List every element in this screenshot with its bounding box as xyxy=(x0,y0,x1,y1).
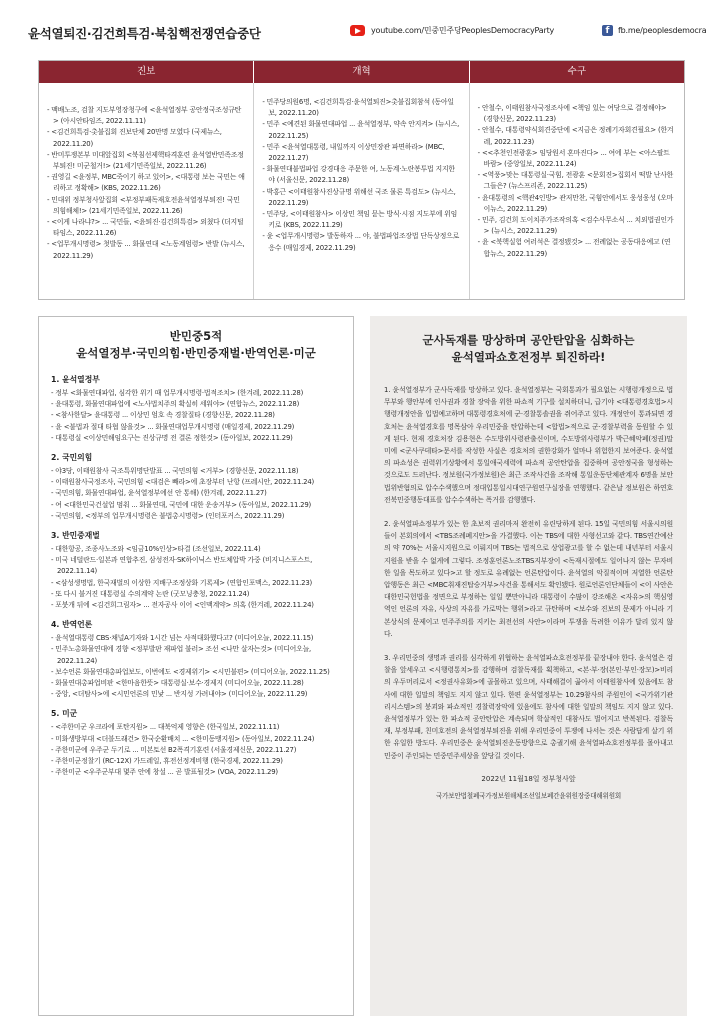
section-heading: 1. 윤석열정부 xyxy=(51,375,100,384)
list-item: - 중앙, <더탐사>에 <시민언론의 민낯 ... 반지성 가려내야> (미디어오늘, 2022.11.29) xyxy=(51,689,343,700)
progressive-column xyxy=(39,83,254,299)
conservative-column xyxy=(470,83,684,299)
statement-box xyxy=(370,316,687,1016)
list-item: - 보수언론 화물연대총파업보도, 이번에도 <경제위기> <시민불편> (미디어오늘, 2022.11.25) xyxy=(51,667,343,678)
facebook-icon: f xyxy=(602,25,613,36)
table-body xyxy=(39,83,684,299)
list-item: - <주한미군 우크라에 포탄지원> ... 대북억제 영향은 (한국일보, 2022.11.11) xyxy=(51,722,343,733)
list-item: - 주한미군 <우주군부대 몇주 안에 창설 ... 곧 발표될것> (VOA, 2022.11.29) xyxy=(51,767,343,778)
statement-title-line1: 군사독재를 망상하며 공안탄압을 심화하는 xyxy=(422,333,635,347)
reform-list xyxy=(262,97,460,254)
list-item: - 윤석열대통령 CBS·채널A기자와 1시간 넘는 사적대화했다고? (미디어오늘, 2022.11.15) xyxy=(51,633,343,644)
list-item: - 이태원참사국정조사, 국민의힘 <대검은 빼라>에 초장부터 난항 (프레시안, 2022.11.24) xyxy=(51,477,343,488)
statement-date: 2022년 11월18일 정부청사앞 xyxy=(481,774,576,783)
page-title: 윤석열퇴진·김건희특검·북침핵전쟁연습중단 xyxy=(28,26,261,41)
list-item: - 주한미군에 우주군 두기로 ... 미본토선 B2폭격기훈련 (서울경제신문, 2022.11.27) xyxy=(51,745,343,756)
facebook-url: fb.me/peoplesdemocra xyxy=(618,26,707,35)
list-item: - 화물연대불법파업 강경대응 주문한 여, 노동계·노란봉투법 지지한 야 (서울신문, 2022.11.28) xyxy=(262,164,460,186)
list-item: - <역풍>맞는 대통령실·국힘, 전광훈 <문회진>집회서 떡발 난사한 그들은? (뉴스프리존, 2022.11.25) xyxy=(478,170,676,192)
list-item: - 국민의힘, 화물연대파업, 윤석열정부에선 안 통해) (한겨레, 2022.11.27) xyxy=(51,488,343,499)
list-item: - 미국 네덜란드·일본과 연합추진, 삼성전자·SK하이닉스 반도체압박 가중 (비지니스포스트, 2022.11.14) xyxy=(51,555,343,577)
section-government xyxy=(51,374,343,444)
list-item: - <업무개시명령> 첫발동 ... 화물연대 <노동계엄령> 반발 (뉴시스, 2022.11.29) xyxy=(47,239,245,261)
list-item: - 민주노총화물연대에 경향 <정부발판 재파업 불러> 조선 <나만 살자는것> (미디어오늘, 2022.11.24) xyxy=(51,644,343,666)
youtube-link[interactable] xyxy=(350,25,554,36)
list-item: - 윤 <북핵실험 여러석은 결정됐것> ... 전례없는 공동대응예고 (연합뉴스, 2022.11.29) xyxy=(478,237,676,259)
header-progressive: 진보 xyxy=(39,61,254,83)
statement-organization: 국가보안법철폐국가정보원해체조선일보폐간윤위원장중대해위원회 xyxy=(435,791,622,800)
anti-people-content xyxy=(39,362,353,778)
list-item: - 민주, 김건희 도이치주가조작의혹 <검수사무소식 ... 치외법권인가> (뉴시스, 2022.11.29) xyxy=(478,215,676,237)
section-heading: 4. 반역언론 xyxy=(51,620,93,630)
list-item: - 민주 <윤석열대통령, 내일까지 이상민장관 파면하라> (MBC, 2022.11.27) xyxy=(262,142,460,164)
table-header xyxy=(39,61,684,83)
header-reform: 개혁 xyxy=(254,61,469,83)
section-ppp xyxy=(51,452,343,522)
list-item: - 야3당, 이태원참사 국조특위명단발표 ... 국민의힘 <거부> (경향신문, 2022.11.18) xyxy=(51,466,343,477)
list-item: - 미화생방부대 <더블드래건> 한국순환배치 ... <한미동맹지원> (동아일보, 2022.11.24) xyxy=(51,734,343,745)
list-item: - 안철수, 대통령약식회견중단에 <지금은 정례기자회견필요> (한겨레, 2022.11.23) xyxy=(478,125,676,147)
anti-people-box xyxy=(38,316,354,1016)
list-item: - 포붓개 뒤에 <김건희그림자> ... 전자공사 이어 <인맥계약> 의혹 (한겨레, 2022.11.24) xyxy=(51,600,343,611)
facebook-link[interactable] xyxy=(602,25,706,36)
list-item: - 주한미군정찰기 (RC-12X) 가드레일, 휴전선정계비행 (한국경제, 2022.11.29) xyxy=(51,756,343,767)
list-item: - 윤 <업무개시명령> 발동하자 ... 야, 불법파업조장법 단독상정으로 응수 (매일경제, 2022.11.29) xyxy=(262,231,460,253)
list-item: - 화물연대총파업비판 <한마음한뜻> 대통령실·보수·경제지 (미디어오늘, 2022.11.28) xyxy=(51,678,343,689)
anti-people-title xyxy=(39,317,353,362)
section-heading: 3. 반민중재벌 xyxy=(51,531,100,541)
news-table xyxy=(38,60,685,300)
section-media xyxy=(51,619,343,700)
list-item: - 안철수, 이태원참사국정조사에 <책임 있는 여당으로 결정해야> (경향신문, 2022.11.23) xyxy=(478,103,676,125)
list-item: - 민주 <예견된 화물연대파업 ... 윤석열정부, 약속 안지켜> (뉴시스, 2022.11.25) xyxy=(262,119,460,141)
conservative-list xyxy=(478,103,676,260)
section-heading: 2. 국민의힘 xyxy=(51,453,93,463)
statement-title-line2: 윤석열파쇼호전정부 퇴진하라! xyxy=(451,350,606,364)
list-item: - <<추천인전광훈> 임당원서 혼마진다> ... 여에 부는 <아스팔트바람> (중앙일보, 2022.11.24) xyxy=(478,148,676,170)
list-item: - 윤 <불법과 절대 타협 않을것> ... 화물연대업무개시명령 (매일경제, 2022.11.29) xyxy=(51,422,343,433)
list-item: - 대통령실 <이상민해임요구는 진상규명 전 결론 정한것> (동아일보, 2022.11.29) xyxy=(51,433,343,444)
anti-people-title-line1: 반민중5적 xyxy=(169,329,223,343)
section-usfk xyxy=(51,708,343,778)
list-item: - <참사한달> 윤대통령 ... 이상민 엄호 속 경찰질타 (경향신문, 2022.11.28) xyxy=(51,410,343,421)
statement-paragraph: 3. 우리민중의 생명과 권리를 심각하게 위협하는 윤석열파쇼호전정부를 끝장내야 한다. 윤석열은 검찰을 앞세우고 <시행령통치>를 감행하며 검찰독재를 획책하고, <본·부·장(본인·부인·장모)>비리의 우두머리로서 <정권사유화>에 골몰하고 있으며, 사태해결이 곪아서 이태원참사에 있음에도 참사에 대한 일말의 책임도 지지 않고 있다. 한편 윤석열정부는 10.29참사의 주원인이 <국가위기관리시스템>의 붕괴와 파쇼적인 경찰력장악에 있음에도 참사에 대한 일말의 책임도 지지 않고 있다. 윤석열정부가 있는 한 파쇼적 공안탄압은 계속되며 학살적인 대참사도 벌어지고 반복된다. 검찰독재, 부정부패, 친미호전의 윤석열정부퇴진을 위해 우리민중이 투쟁에 나서는 것은 사람답게 살기 위한 유일한 방도다. 우리민중은 윤석열퇴진운동방향으로 총궐기해 윤석열파쇼호전정부를 몰아내고 민중이 주인되는 민중민주세상을 앞당길 것이다. xyxy=(384,654,673,760)
list-item: - 대한항공, 조종사노조와 <임금10%인상>타결 (조선일보, 2022.11.4) xyxy=(51,544,343,555)
list-item: - <이게 나라냐?> ... 국민들, <윤퇴진·김건희특검> 외쳤다 (더지털타임스, 2022.11.26) xyxy=(47,217,245,239)
list-item: - 맥배노조, 검찰 지도부영장청구에 <윤석열정부 공안정국조성규탄> (아시안타임즈, 2022.11.11) xyxy=(47,105,245,127)
section-chaebol xyxy=(51,530,343,611)
list-item: - 여 <대한민국건설업 멈춰 ... 화물연대, 국민에 대한 운송거부> (동아일보, 2022.11.29) xyxy=(51,500,343,511)
list-item: - 박홍근 <이태원참사진상규명 위해선 국조 물론 특검도> (뉴시스, 2022.11.29) xyxy=(262,187,460,209)
list-item: - 민대위 정부청사앞집회 <부정부패독재호전윤석열정부퇴진! 국민의힘해체!> (21세기민족일보, 2022.11.26) xyxy=(47,195,245,217)
statement-paragraph: 2. 윤석열파쇼정부가 있는 한 초보적 권리마저 완전히 유린당하게 된다. 15일 국민의힘 서울시의원들이 본회의에서 <TBS조례폐지안>을 가결했다. 이는 TBS에 대한 사형선고와 같다. TBS연간예산의 약 70%는 서울시지원으로 이뤄지며 TBS는 법적으로 상업광고를 할 수 없는데 내년부터 서울시지원을 받을 수 없게에 그렇다. 조정훈언론노조TBS지부장이 <독재시절에도 일어나지 않는 무자비한 일을 목도하고 있다>고 할 정도로 유례없는 언론탄압이다. 윤석열의 악질적이며 저열한 언론탄압행동은 최근 <MBC취재진탑승거부>사건을 통해서도 확인됐다. 원로언론인단체들이 <이 사안은 대한민국헌법을 정면으로 부정하는 일일 뿐만아니라 대통령이 수많이 강조해온 <자유>의 핵심영역인 언론의 자유, 사상의 자유를 가로막는 행위>라고 규탄하며 <보수와 진보의 문제가 아니라 기본상식의 문제이고 민주주의를 지키는 최전선의 사안>이라며 투쟁을 독려한 이유가 달리 있지 않다. xyxy=(384,520,673,638)
list-item: - 반미투쟁본부 미대앞집회 <북침선제핵타격훈련 윤석열반민족조정부퇴진! 미군철거!> (21세기민족일보, 2022.11.26) xyxy=(47,150,245,172)
statement-content xyxy=(370,366,687,800)
statement-paragraph: 1. 윤석열정부가 군사독재를 망상하고 있다. 윤석열정부는 국회통과가 필요없는 시행령개정으로 법무부와 행안부에 인사권과 경찰 장악을 위한 파쇼적 기구를 설치하더니, 급기야 <대통령경호법>시행령개정안을 입법예고하며 대통령경호처에 군·경찰통솔권을 쥐어주고 있다. 개정안이 통과되면 경호처는 윤석열경호를 명목삼아 우리민중을 탄압하는데 <합법>적으로 군·경찰부력을 동원할 수 있게 된다. 현재 경호처장 김용현은 수도방위사령관출신이며, 수도방위사령부가 박근혜악폐(정권)말미에 <군사쿠데타>문서를 작성한 사실은 경호처의 권한강화가 얼마나 위험한지 보여준다. 윤석열의 파쇼성은 권력위기상황에서 통일애국세력에 파쇼적 공안탄압을 집중하며 공안정국을 형성하는 것으로도 드러난다. 정보원(국가정보원)은 최근 조작사건을 조작해 통일운동단체관계자 6명을 보안법위반혐의로 압수수색했으며 정대입통일시대연구원연구실장을 연행했다. 같은날 정보원은 하연호전북민중행동대표를 압수수색하는 폭거를 감행했다. xyxy=(384,386,673,504)
statement-title xyxy=(370,316,687,366)
list-item: - 민주당의원6명, <김건희특검·윤석열퇴진>촛불집회참석 (동아일보, 2022.11.20) xyxy=(262,97,460,119)
list-item: - 민주당, <이태원참사> 이상민 책임 묻는 방식·시점 지도부에 위임키로 (KBS, 2022.11.29) xyxy=(262,209,460,231)
youtube-icon xyxy=(350,25,365,36)
header-conservative: 수구 xyxy=(567,66,586,77)
youtube-url: youtube.com/민중민주당PeoplesDemocracyParty xyxy=(371,26,555,35)
list-item: - <삼성생명법, 한국재벌의 이상한 지배구조정상화 기록제> (연합인포맥스, 2022.11.23) xyxy=(51,578,343,589)
list-item: - <김건희특검·촛불집회 진보단체 20만명 모였다 (국제뉴스, 2022.11.20) xyxy=(47,127,245,149)
section-heading: 5. 미군 xyxy=(51,709,78,719)
anti-people-title-line2: 윤석열정부·국민의힘·반민중재벌·반역언론·미군 xyxy=(76,346,316,360)
progressive-list xyxy=(47,105,245,262)
list-item: - 국민의힘, <정부의 업무개시명령은 불법총시명령> (인터포커스, 2022.11.29) xyxy=(51,511,343,522)
list-item: - 권영길 <윤정부, MBC죽이기 하고 있어>, <대통령 보는 국민는 애리하고 정확해> (KBS, 2022.11.26) xyxy=(47,172,245,194)
list-item: - 윤대통령의 <핵관4인방> 관저만찬, 국힘안에서도 웅성웅성 (오마이뉴스, 2022.11.29) xyxy=(478,193,676,215)
page-header xyxy=(20,22,724,48)
list-item: - 정부 <화물연대파업, 심각한 위기 때 업무개시명령·법적조치> (한겨레, 2022.11.28) xyxy=(51,388,343,399)
list-item: - 윤대통령, 화물연대파업에 <노사법치주의 확실히 세워야> (연합뉴스, 2022.11.28) xyxy=(51,399,343,410)
reform-column xyxy=(254,83,469,299)
list-item: - 또 다시 불거진 대통령실 수의계약 논란 (굿모닝충청, 2022.11.24) xyxy=(51,589,343,600)
